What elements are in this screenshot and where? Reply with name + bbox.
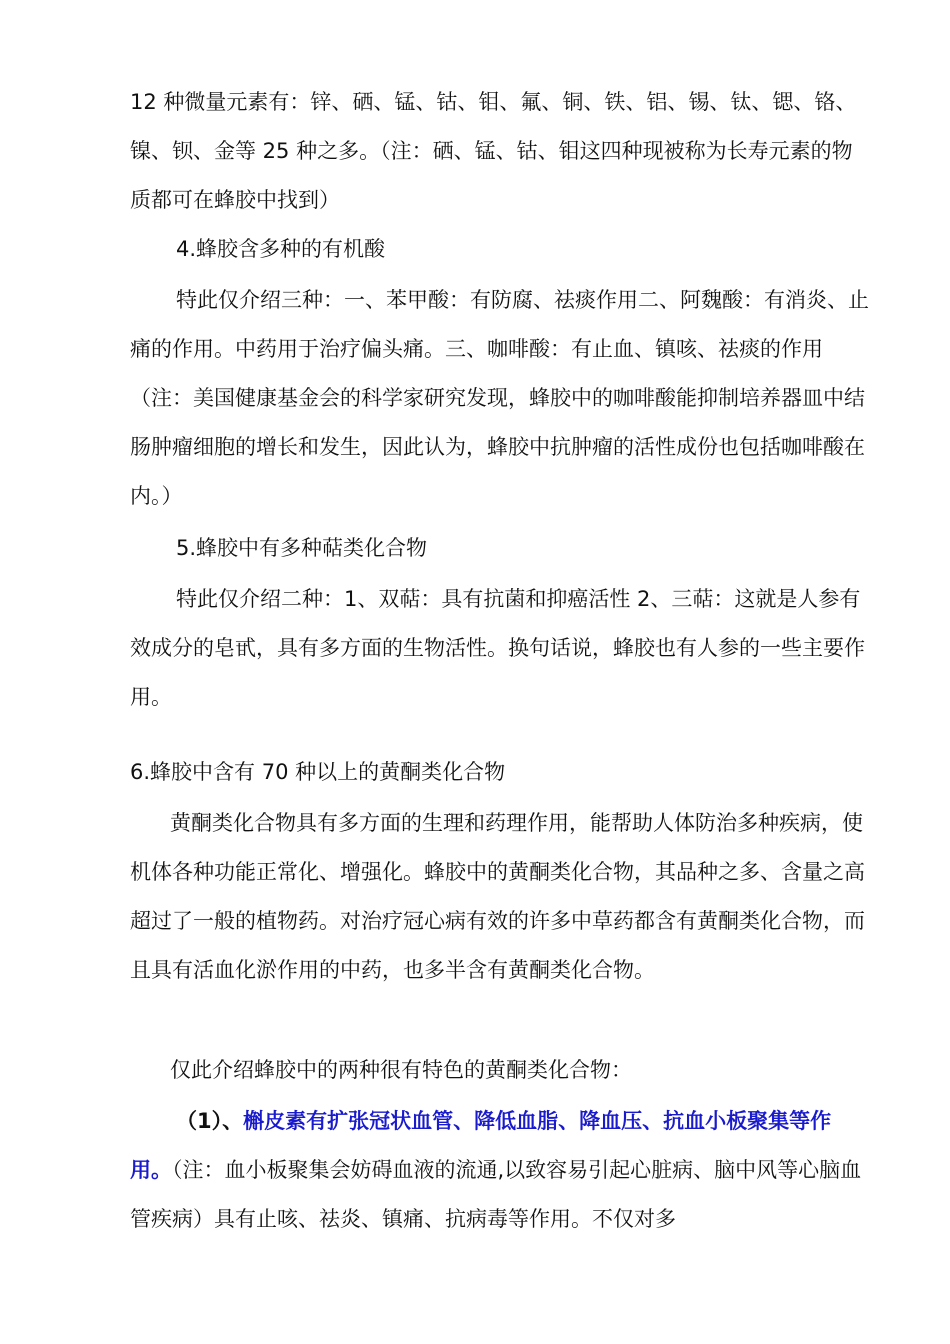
paragraph-quercetin-rest: （注：血小板聚集会妨碍血液的流通,以致容易引起心脏病、脑中风等心脑血管疾病）具有止咳、祛炎、镇痛、抗病毒等作用。不仅对多	[130, 1158, 862, 1231]
paragraph-flavonoids: 黄酮类化合物具有多方面的生理和药理作用，能帮助人体防治多种疾病，使机体各种功能正常化、增强化。蜂胶中的黄酮类化合物，其品种之多、含量之高超过了一般的植物药。对治疗冠心病有效的许多中草药都含有黄酮类化合物，而且具有活血化淤作用的中药，也多半含有黄酮类化合物。	[130, 811, 865, 982]
paragraph-trace-elements: 12 种微量元素有：锌、硒、锰、钴、钼、氟、铜、铁、铝、锡、钛、锶、铬、镍、钡、金等 25 种之多。（注：硒、锰、钴、钼这四种现被称为长寿元素的物质都可在蜂胶中找到）	[130, 90, 857, 212]
paragraph-quercetin	[130, 1097, 870, 1244]
paragraph-terpenes: 特此仅介绍二种：1、双萜：具有抗菌和抑癌活性 2、三萜：这就是人参有效成分的皂甙，具有多方面的生物活性。换句话说，蜂胶也有人参的一些主要作用。	[130, 587, 865, 709]
paragraph-organic-acids: 特此仅介绍三种：一、苯甲酸：有防腐、祛痰作用二、阿魏酸：有消炎、止痛的作用。中药用于治疗偏头痛。三、咖啡酸：有止血、镇咳、祛痰的作用（注：美国健康基金会的科学家研究发现，蜂胶中的咖啡酸能抑制培养器皿中结肠肿瘤细胞的增长和发生，因此认为，蜂胶中抗肿瘤的活性成份也包括咖啡酸在内。）	[130, 288, 869, 508]
heading-terpenes: 5.蜂胶中有多种萜类化合物	[176, 536, 428, 560]
heading-organic-acids: 4.蜂胶含多种的有机酸	[176, 237, 386, 261]
emphasis-text: 槲皮素有扩张冠状血管、降低血脂、降血压、抗血小板聚集等作用。	[130, 1109, 832, 1182]
paragraph-intro-two-flavonoids: 仅此介绍蜂胶中的两种很有特色的黄酮类化合物：	[170, 1058, 632, 1082]
heading-flavonoids: 6.蜂胶中含有 70 种以上的黄酮类化合物	[130, 760, 506, 784]
list-number: （1）、	[176, 1109, 244, 1133]
